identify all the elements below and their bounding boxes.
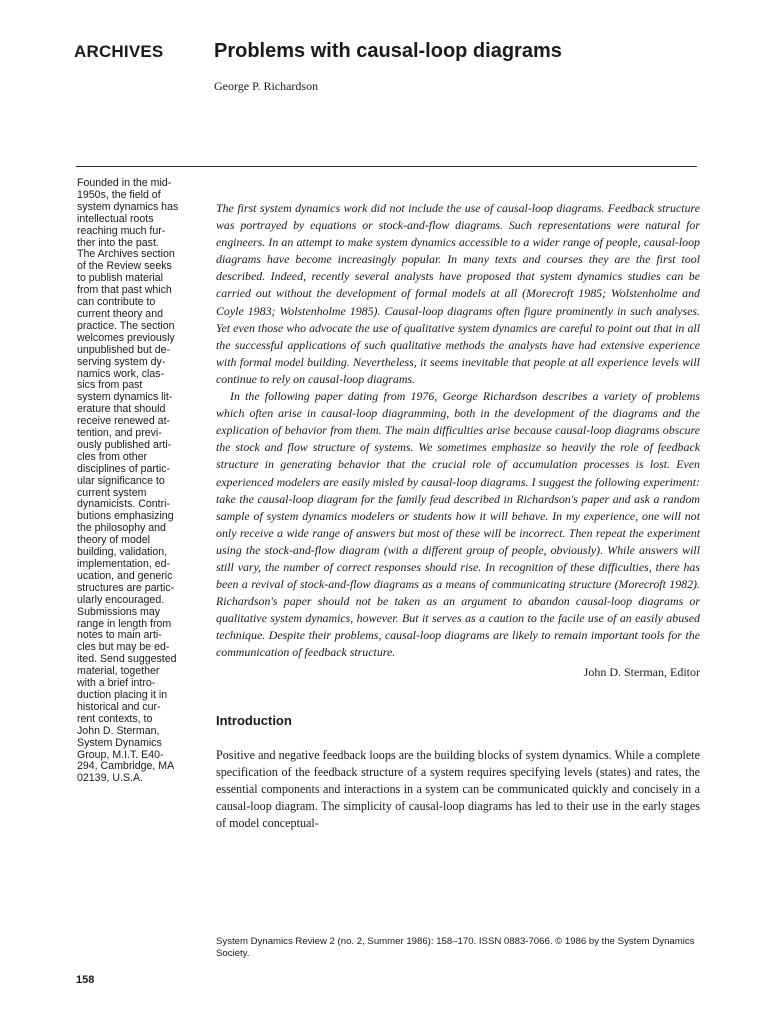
sidebar-line: John D. Sterman, [77, 724, 160, 737]
sidebar-line: cles but may be ed- [77, 641, 170, 654]
header-divider [76, 166, 697, 167]
article-title: Problems with causal-loop diagrams [214, 40, 562, 62]
sidebar-line: structures are partic- [77, 581, 175, 594]
sidebar-line: butions emphasizing [77, 510, 174, 523]
sidebar-line: range in length from [77, 617, 172, 630]
archives-sidebar-note [77, 178, 187, 785]
sidebar-line: unpublished but de- [77, 343, 171, 356]
sidebar-line: the philosophy and [77, 522, 166, 535]
introduction-heading: Introduction [216, 712, 292, 728]
sidebar-line: ucation, and generic [77, 569, 173, 582]
editor-signature: John D. Sterman, Editor [583, 664, 700, 679]
sidebar-line: duction placing it in [77, 688, 168, 701]
sidebar-line: ited. Send suggested [77, 653, 177, 666]
sidebar-line: ther into the past. [77, 236, 159, 249]
sidebar-line: current system [77, 486, 147, 499]
editor-intro-paragraph-2: In the following paper dating from 1976, George Richardson describes a variety of problems which often arise in causal-loop diagramming, both in the development of the diagrams and the explication of behavior from them. The main difficulties arise because causal-loop diagrams obscure the stock and flow structure of systems. We sometimes emphasize so heavily the role of feedback structure in generating behavior that the crucial role of accumulation processes is lost. Even experienced modelers are easily misled by causal-loop diagrams. I suggest the following experiment: take the causal-loop diagram for the family feud described in Richardson's paper and ask a random sample of system dynamics modelers or students how it will behave. In my experience, one will not only receive a wide range of answers but most of these will be incorrect. Then repeat the experiment using the stock-and-flow diagram (with a different group of people, obviously). While answers will still vary, the number of correct responses should rise. In recognition of these difficulties, there has been a revival of stock-and-flow diagrams as a means of communicating structure (Morecroft 1982). Richardson's paper should not be taken as an argument to abandon causal-loop diagrams or qualitative system dynamics, however. But it serves as a caution to the facile use of an easily abused technique. Despite their problems, causal-loop diagrams are likely to remain important tools for the communication of feedback structure. [216, 389, 700, 660]
sidebar-line: system dynamics has [77, 200, 179, 213]
sidebar-line: dynamicists. Contri- [77, 498, 171, 511]
sidebar-line: rent contexts, to [77, 712, 153, 725]
sidebar-line: 02139, U.S.A. [77, 772, 143, 785]
sidebar-line: System Dynamics [77, 736, 162, 749]
sidebar-line: system dynamics lit- [77, 391, 173, 404]
sidebar-line: to publish material [77, 272, 163, 285]
sidebar-line: notes to main arti- [77, 629, 162, 642]
sidebar-line: implementation, ed- [77, 558, 171, 570]
sidebar-line: Founded in the mid- [77, 177, 172, 189]
sidebar-line: theory of model [77, 534, 151, 547]
sidebar-line: disciplines of partic- [77, 462, 171, 475]
author-name: George P. Richardson [214, 79, 319, 93]
sidebar-line: material, together [77, 665, 160, 678]
sidebar-line: 1950s, the field of [77, 188, 161, 201]
sidebar-line: serving system dy- [77, 355, 166, 368]
sidebar-line: reaching much fur- [77, 224, 166, 237]
sidebar-line: current theory and [77, 307, 163, 320]
editor-intro-paragraph-1: The first system dynamics work did not include the use of causal-loop diagrams. Feedback structure was portrayed by equations or stock-and-flow diagrams. Such representations were natural for engineers. In an attempt to make system dynamics accessible to a wider range of people, causal-loop diagrams have become increasingly popular. In many texts and courses they are the first tool described. Indeed, recently several analysts have proposed that system dynamics studies can be carried out without the development of formal models at all (Morecroft 1985; Wolstenholme and Coyle 1983; Wolstenholme 1985). Causal-loop diagrams often figure prominently in such analyses. Yet even those who advocate the use of qualitative system dynamics are careful to point out that in all the successful applications of such qualitative methods the analysts have had extensive experience with formal model building. Nevertheless, it seems inevitable that people at all experience levels will continue to rely on causal-loop diagrams. [216, 201, 700, 386]
sidebar-line: The Archives section [77, 248, 175, 261]
sidebar-line: can contribute to [77, 296, 156, 309]
sidebar-line: with a brief intro- [77, 677, 156, 690]
sidebar-line: building, validation, [77, 546, 168, 559]
sidebar-line: intellectual roots [77, 212, 154, 225]
sidebar-line: namics work, clas- [77, 367, 165, 380]
sidebar-line: practice. The section [77, 319, 175, 332]
citation-footer: System Dynamics Review 2 (no. 2, Summer 1986): 158–170. ISSN 0883-7066. © 1986 by the System Dynamics Society. [216, 936, 695, 959]
sidebar-line: receive renewed at- [77, 415, 171, 428]
sidebar-line: sics from past [77, 379, 143, 392]
sidebar-line: from that past which [77, 284, 172, 297]
sidebar-line: ously published arti- [77, 438, 172, 451]
sidebar-line: historical and cur- [77, 700, 161, 713]
sidebar-line: erature that should [77, 403, 166, 416]
section-label: ARCHIVES [74, 42, 164, 61]
sidebar-line: of the Review seeks [77, 260, 172, 273]
main-column [216, 200, 700, 833]
sidebar-line: 294, Cambridge, MA [77, 760, 175, 773]
sidebar-line: Group, M.I.T. E40- [77, 748, 164, 761]
page-number: 158 [76, 974, 95, 986]
sidebar-line: Submissions may [77, 605, 161, 618]
sidebar-line: tention, and previ- [77, 427, 162, 440]
introduction-paragraph: Positive and negative feedback loops are the building blocks of system dynamics. While a complete specification of the feedback structure of a system requires specifying levels (states) and rates, the essential components and interactions in a system can be communicated quickly and concisely in a causal-loop diagram. The simplicity of causal-loop diagrams has led to their use in the early stages of model conceptual- [216, 747, 700, 831]
sidebar-line: ular significance to [77, 474, 165, 487]
sidebar-line: welcomes previously [77, 331, 175, 344]
sidebar-line: ularly encouraged. [77, 593, 165, 606]
sidebar-line: cles from other [77, 450, 148, 463]
